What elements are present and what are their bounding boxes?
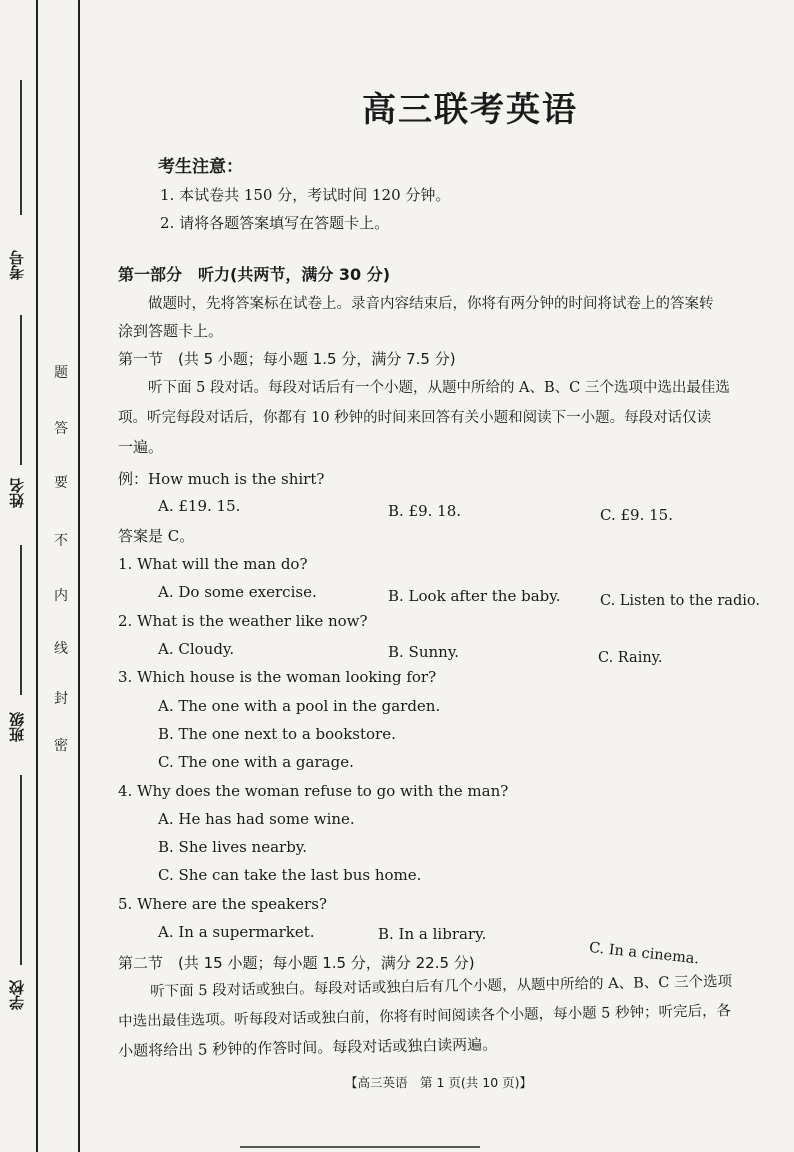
option-b: B. Look after the baby. — [388, 587, 561, 605]
exam-no-label: 考号 — [8, 250, 26, 280]
question-stem: 2. What is the weather like now? — [118, 612, 368, 630]
bottom-scan-mark — [240, 1146, 480, 1148]
notice-item: 2. 请将各题答案填写在答题卡上。 — [160, 214, 390, 232]
section1-instruction: 听下面 5 段对话。每段对话后有一个小题，从题中所给的 A、B、C 三个选项中选出最佳选 — [148, 380, 730, 396]
seal-char: 封 — [54, 691, 68, 707]
notice-heading: 考生注意： — [158, 157, 243, 177]
class-label: 班级 — [8, 712, 26, 742]
school-label: 学校 — [8, 980, 26, 1010]
binding-line-outer — [36, 0, 38, 1152]
seal-char: 线 — [54, 641, 68, 657]
question-stem: 4. Why does the woman refuse to go with the man? — [118, 782, 509, 800]
section2-instruction: 小题将给出 5 秒钟的作答时间。每段对话或独白读两遍。 — [118, 1035, 498, 1060]
option-c: C. The one with a garage. — [158, 753, 354, 771]
exam-no-underline — [20, 80, 22, 215]
option-c: C. Listen to the radio. — [600, 593, 760, 609]
example-option-a: A. £19. 15. — [158, 497, 241, 515]
part1-heading: 第一部分 听力(共两节，满分 30 分) — [118, 265, 391, 284]
section2-heading: 第二节 (共 15 小题；每小题 1.5 分，满分 22.5 分) — [118, 954, 475, 972]
name-underline — [20, 315, 22, 465]
section2-instruction: 中选出最佳选项。听每段对话或独白前，你将有时间阅读各个小题，每小题 5 秒钟；听完后，各 — [118, 1003, 732, 1030]
question-stem: 3. Which house is the woman looking for? — [118, 668, 437, 686]
option-b: B. The one next to a bookstore. — [158, 725, 396, 743]
option-b: B. Sunny. — [388, 643, 460, 661]
section1-instruction: 项。听完每段对话后，你都有 10 秒钟的时间来回答有关小题和阅读下一小题。每段对话仅读 — [118, 410, 712, 426]
option-a: A. He has had some wine. — [158, 810, 355, 828]
question-stem: 1. What will the man do? — [118, 555, 308, 573]
option-a: A. The one with a pool in the garden. — [158, 697, 441, 715]
example-question: 例：How much is the shirt? — [118, 470, 325, 488]
seal-char: 内 — [54, 588, 68, 604]
section2-instruction: 听下面 5 段对话或独白。每段对话或独白后有几个小题，从题中所给的 A、B、C 三个选项 — [150, 973, 733, 1000]
notice-item: 1. 本试卷共 150 分，考试时间 120 分钟。 — [160, 186, 451, 204]
name-label: 姓名 — [8, 478, 26, 508]
option-a: A. In a supermarket. — [158, 923, 315, 941]
option-a: A. Cloudy. — [158, 640, 235, 658]
class-underline — [20, 545, 22, 695]
example-option-b: B. £9. 18. — [388, 502, 462, 520]
part1-instruction: 涂到答题卡上。 — [118, 322, 224, 340]
binding-line-inner — [78, 0, 80, 1152]
example-option-c: C. £9. 15. — [600, 506, 673, 524]
page-footer: 【高三英语 第 1 页(共 10 页)】 — [345, 1075, 533, 1090]
section1-instruction: 一遍。 — [118, 438, 164, 456]
school-underline — [20, 775, 22, 965]
option-b: B. She lives nearby. — [158, 838, 308, 856]
part1-instruction: 做题时，先将答案标在试卷上。录音内容结束后，你将有两分钟的时间将试卷上的答案转 — [148, 296, 714, 312]
seal-char: 密 — [54, 738, 68, 754]
question-stem: 5. Where are the speakers? — [118, 895, 327, 913]
option-b: B. In a library. — [378, 925, 487, 943]
option-a: A. Do some exercise. — [158, 583, 317, 601]
option-c: C. Rainy. — [598, 650, 663, 666]
page-title: 高三联考英语 — [362, 90, 578, 130]
seal-char: 不 — [54, 533, 68, 549]
option-c: C. She can take the last bus home. — [158, 866, 422, 884]
seal-char: 题 — [54, 365, 68, 381]
example-answer: 答案是 C。 — [118, 527, 195, 545]
section1-heading: 第一节 (共 5 小题；每小题 1.5 分，满分 7.5 分) — [118, 350, 456, 368]
seal-char: 答 — [54, 421, 68, 437]
seal-char: 要 — [54, 475, 68, 491]
option-c: C. In a cinema. — [588, 940, 700, 968]
